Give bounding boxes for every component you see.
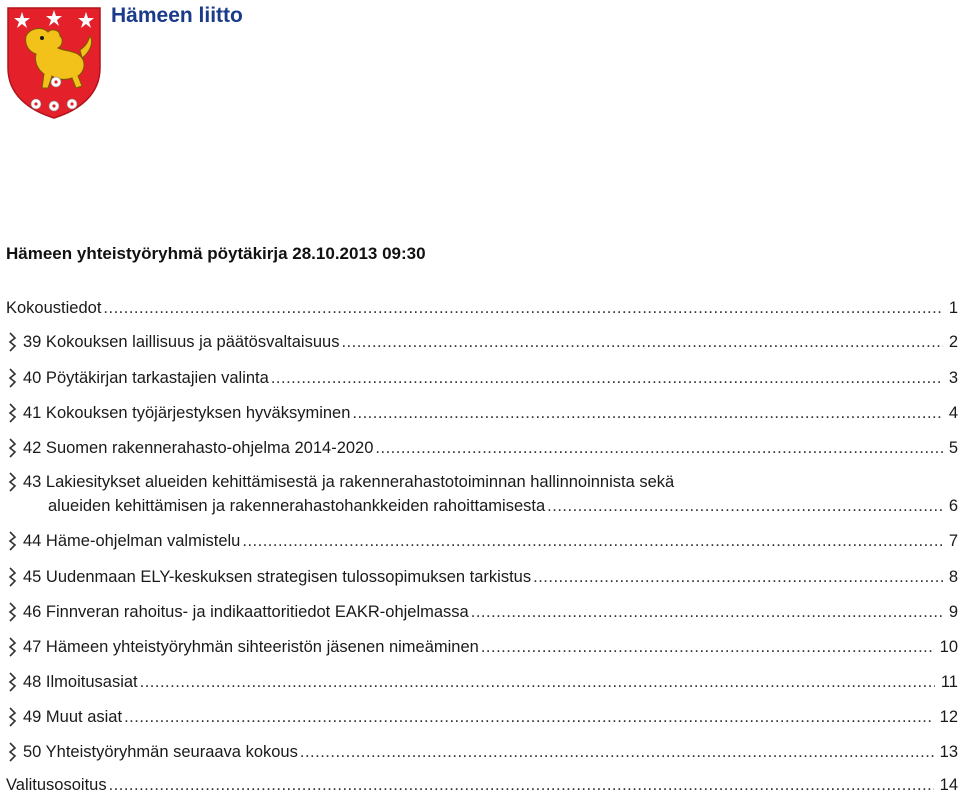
section-bullet-icon bbox=[6, 600, 18, 624]
page-header bbox=[0, 0, 960, 125]
toc-entry[interactable] bbox=[0, 436, 960, 460]
organization-title: Hämeen liitto bbox=[111, 4, 243, 27]
section-bullet-icon bbox=[6, 401, 18, 425]
toc-entry-title: Kokoustiedot bbox=[6, 296, 103, 320]
toc-entry-title: 47 Hämeen yhteistyöryhmän sihteeristön jäsenen nimeäminen bbox=[23, 635, 481, 659]
toc-leader-dots bbox=[471, 600, 943, 624]
toc-entry[interactable] bbox=[0, 470, 960, 515]
section-bullet-icon bbox=[6, 705, 18, 729]
section-bullet-icon bbox=[6, 529, 18, 553]
toc-entry[interactable] bbox=[0, 330, 960, 354]
toc-page-number: 4 bbox=[948, 404, 958, 422]
toc-leader-dots bbox=[271, 366, 943, 390]
toc-entry-title: 43 Lakiesitykset alueiden kehittämisestä ja rakennerahastotoiminnan hallinnoinnista sekä bbox=[23, 473, 675, 491]
toc-leader-dots bbox=[352, 401, 942, 425]
toc-entry[interactable] bbox=[0, 401, 960, 425]
toc-entry-title: 46 Finnveran rahoitus- ja indikaattoritiedot EAKR-ohjelmassa bbox=[23, 600, 471, 624]
section-bullet-icon bbox=[6, 740, 18, 764]
toc-page-number: 2 bbox=[948, 333, 958, 351]
section-bullet-icon bbox=[6, 565, 18, 589]
toc-entry-title: 40 Pöytäkirjan tarkastajien valinta bbox=[23, 366, 271, 390]
toc-page-number: 8 bbox=[948, 568, 958, 586]
section-bullet-icon bbox=[6, 635, 18, 659]
section-bullet-icon bbox=[6, 436, 18, 460]
toc-page-number: 10 bbox=[939, 638, 958, 656]
toc-entry-title: 50 Yhteistyöryhmän seuraava kokous bbox=[23, 740, 300, 764]
toc-entry[interactable] bbox=[0, 773, 960, 797]
toc-entry[interactable] bbox=[0, 366, 960, 390]
toc-entry[interactable] bbox=[0, 635, 960, 659]
toc-entry-title-continuation: alueiden kehittämisen ja rakennerahastohankkeiden rahoittamisesta bbox=[48, 494, 547, 518]
toc-entry[interactable] bbox=[0, 740, 960, 764]
toc-leader-dots bbox=[140, 670, 935, 694]
toc-entry-title: 42 Suomen rakennerahasto-ohjelma 2014-2020 bbox=[23, 436, 375, 460]
toc-page-number: 12 bbox=[939, 708, 958, 726]
toc-page-number: 14 bbox=[939, 776, 958, 794]
toc-leader-dots bbox=[481, 635, 934, 659]
toc-page-number: 3 bbox=[948, 369, 958, 387]
toc-entry-title: 45 Uudenmaan ELY-keskuksen strategisen tulossopimuksen tarkistus bbox=[23, 565, 533, 589]
toc-entry-title: 44 Häme-ohjelman valmistelu bbox=[23, 529, 242, 553]
toc-entry[interactable] bbox=[0, 529, 960, 553]
toc-leader-dots bbox=[242, 529, 942, 553]
toc-page-number: 13 bbox=[939, 743, 958, 761]
toc-leader-dots bbox=[300, 740, 934, 764]
toc-entry-title: Valitusosoitus bbox=[6, 773, 109, 797]
toc-entry[interactable] bbox=[0, 565, 960, 589]
section-bullet-icon bbox=[6, 330, 18, 354]
section-bullet-icon bbox=[6, 366, 18, 390]
section-bullet-icon bbox=[6, 470, 18, 494]
toc-page-number: 7 bbox=[948, 532, 958, 550]
document-title: Hämeen yhteistyöryhmä pöytäkirja 28.10.2013 09:30 bbox=[6, 244, 426, 263]
toc-leader-dots bbox=[533, 565, 943, 589]
toc-entry[interactable] bbox=[0, 600, 960, 624]
toc-entry-title: 48 Ilmoitusasiat bbox=[23, 670, 140, 694]
section-bullet-icon bbox=[6, 670, 18, 694]
toc-page-number: 5 bbox=[948, 439, 958, 457]
toc-page-number: 11 bbox=[940, 673, 958, 691]
toc-page-number: 9 bbox=[948, 603, 958, 621]
toc-entry[interactable] bbox=[0, 670, 960, 694]
toc-leader-dots bbox=[124, 705, 934, 729]
toc-entry[interactable] bbox=[0, 296, 960, 320]
coat-of-arms-icon bbox=[6, 6, 102, 120]
toc-entry-title: 39 Kokouksen laillisuus ja päätösvaltaisuus bbox=[23, 330, 341, 354]
toc-entry-title: 41 Kokouksen työjärjestyksen hyväksyminen bbox=[23, 401, 352, 425]
toc-entry-title: 49 Muut asiat bbox=[23, 705, 124, 729]
toc-leader-dots bbox=[103, 296, 942, 320]
toc-leader-dots bbox=[375, 436, 942, 460]
toc-leader-dots bbox=[109, 773, 934, 797]
toc-page-number: 1 bbox=[948, 299, 958, 317]
toc-entry[interactable] bbox=[0, 705, 960, 729]
toc-page-number: 6 bbox=[948, 497, 958, 515]
toc-leader-dots bbox=[547, 494, 943, 518]
toc-leader-dots bbox=[341, 330, 942, 354]
